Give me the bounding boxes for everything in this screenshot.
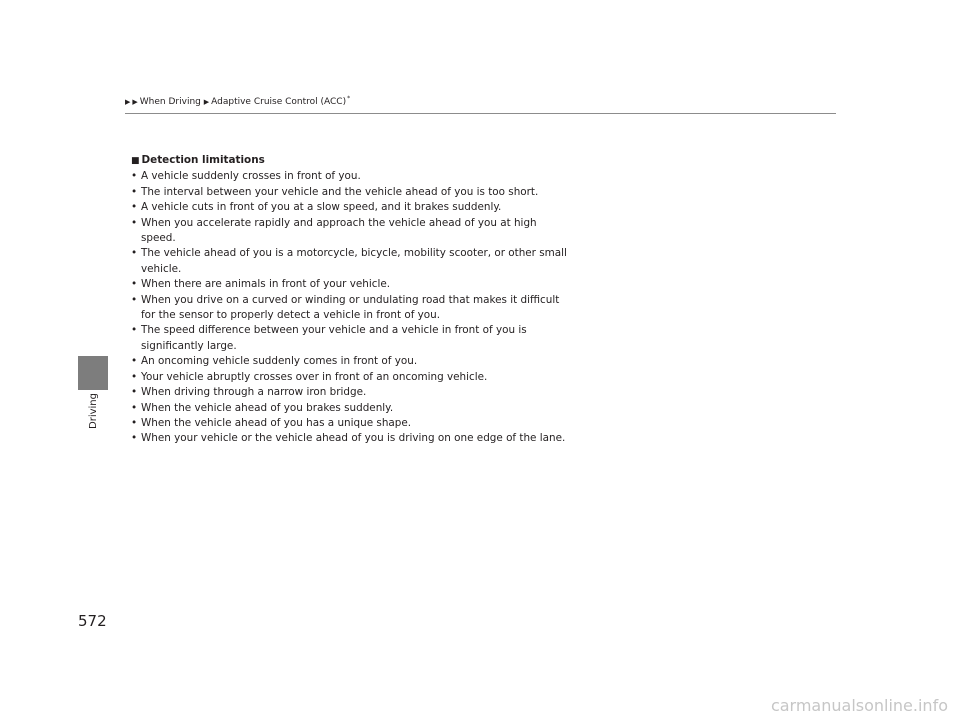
page-content [131,153,591,447]
list-item-line: for the sensor to properly detect a vehicle in front of you. [141,309,441,322]
list-item [131,216,591,247]
list-item-line: vehicle. [141,262,182,275]
list-item-line: When you drive on a curved or winding or undulating road that makes it difficult [141,293,560,306]
list-item-line: The vehicle ahead of you is a motorcycle, bicycle, mobility scooter, or other small [141,247,567,260]
breadcrumb [125,95,350,107]
list-item: • When driving through a narrow iron bridge. [131,385,591,400]
breadcrumb-item: When Driving [139,97,201,107]
arrow-right-icon: ▶ [203,98,210,106]
square-bullet-icon: ■ [131,156,140,166]
list-item: • A vehicle suddenly crosses in front of you. [131,169,591,184]
list-item: • When the vehicle ahead of you has a unique shape. [131,416,591,431]
list-item-line: speed. [141,232,176,245]
arrow-right-icon: ▶ [132,98,138,106]
section-heading: ■ Detection limitations [131,154,265,166]
list-item-line: The speed difference between your vehicle and a vehicle in front of you is [141,324,527,337]
list-item [131,246,591,277]
list-item: • When there are animals in front of your vehicle. [131,277,591,292]
arrow-right-icon: ▶ [125,98,131,106]
list-item: • When your vehicle or the vehicle ahead of you is driving on one edge of the lane. [131,431,591,446]
watermark: carmanualsonline.info [770,696,948,715]
bullet-list [131,169,591,446]
header-divider [125,113,836,114]
list-item: • The interval between your vehicle and the vehicle ahead of you is too short. [131,185,591,200]
chapter-tab-label: Driving [87,393,99,429]
breadcrumb-item: Adaptive Cruise Control (ACC) [211,97,347,107]
chapter-tab[interactable] [78,356,108,390]
list-item: • A vehicle cuts in front of you at a slow speed, and it brakes suddenly. [131,200,591,215]
list-item [131,323,591,354]
list-item-line: significantly large. [141,339,237,352]
list-item: • Your vehicle abruptly crosses over in front of an oncoming vehicle. [131,370,591,385]
list-item: • An oncoming vehicle suddenly comes in front of you. [131,354,591,369]
list-item [131,293,591,324]
footnote-mark: * [347,95,351,102]
page-number: 572 [78,612,107,630]
list-item-line: When you accelerate rapidly and approach the vehicle ahead of you at high [141,216,537,229]
list-item: • When the vehicle ahead of you brakes suddenly. [131,401,591,416]
